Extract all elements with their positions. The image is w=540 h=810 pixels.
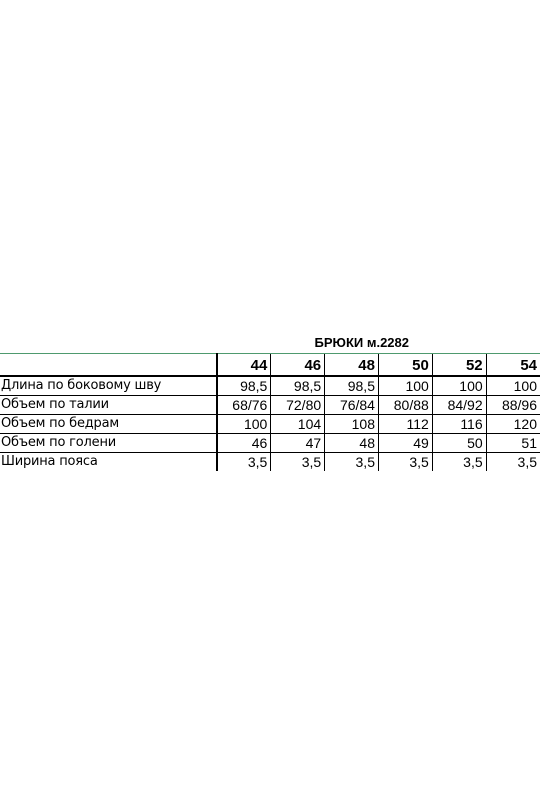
measurement-cell: 116 [432, 414, 486, 433]
measurement-cell: 100 [432, 376, 486, 396]
measurement-cell: 84/92 [432, 395, 486, 414]
size-chart-table [0, 353, 540, 471]
table-row [0, 395, 540, 414]
measurement-cell: 3,5 [486, 452, 540, 471]
measurement-cell: 100 [486, 376, 540, 396]
measurement-cell: 3,5 [378, 452, 432, 471]
measurement-cell: 108 [325, 414, 379, 433]
size-header-row [0, 354, 540, 376]
table-row [0, 452, 540, 471]
measurement-cell: 88/96 [486, 395, 540, 414]
measurement-cell: 98,5 [217, 376, 271, 396]
table-row [0, 433, 540, 452]
header-corner-cell [0, 354, 217, 376]
measurement-cell: 49 [378, 433, 432, 452]
measurement-cell: 112 [378, 414, 432, 433]
row-label: Объем по талии [0, 395, 217, 414]
row-label: Длина по боковому шву [0, 376, 217, 396]
measurement-cell: 47 [271, 433, 325, 452]
measurement-cell: 98,5 [325, 376, 379, 396]
measurement-cell: 3,5 [325, 452, 379, 471]
size-header-cell: 52 [432, 354, 486, 376]
measurement-cell: 48 [325, 433, 379, 452]
table-row [0, 414, 540, 433]
measurement-cell: 68/76 [217, 395, 271, 414]
size-header-cell: 48 [325, 354, 379, 376]
measurement-cell: 80/88 [378, 395, 432, 414]
measurement-cell: 100 [217, 414, 271, 433]
measurement-cell: 72/80 [271, 395, 325, 414]
size-header-cell: 54 [486, 354, 540, 376]
measurement-cell: 120 [486, 414, 540, 433]
row-label: Ширина пояса [0, 452, 217, 471]
table-title: БРЮКИ м.2282 [314, 335, 409, 350]
measurement-cell: 46 [217, 433, 271, 452]
measurement-cell: 51 [486, 433, 540, 452]
table-row [0, 376, 540, 396]
measurement-cell: 3,5 [217, 452, 271, 471]
size-header-cell: 46 [271, 354, 325, 376]
measurement-cell: 3,5 [432, 452, 486, 471]
size-header-cell: 44 [217, 354, 271, 376]
measurement-cell: 98,5 [271, 376, 325, 396]
measurement-cell: 76/84 [325, 395, 379, 414]
row-label: Объем по бедрам [0, 414, 217, 433]
measurement-cell: 100 [378, 376, 432, 396]
row-label: Объем по голени [0, 433, 217, 452]
measurement-cell: 50 [432, 433, 486, 452]
measurement-cell: 104 [271, 414, 325, 433]
measurement-cell: 3,5 [271, 452, 325, 471]
size-header-cell: 50 [378, 354, 432, 376]
